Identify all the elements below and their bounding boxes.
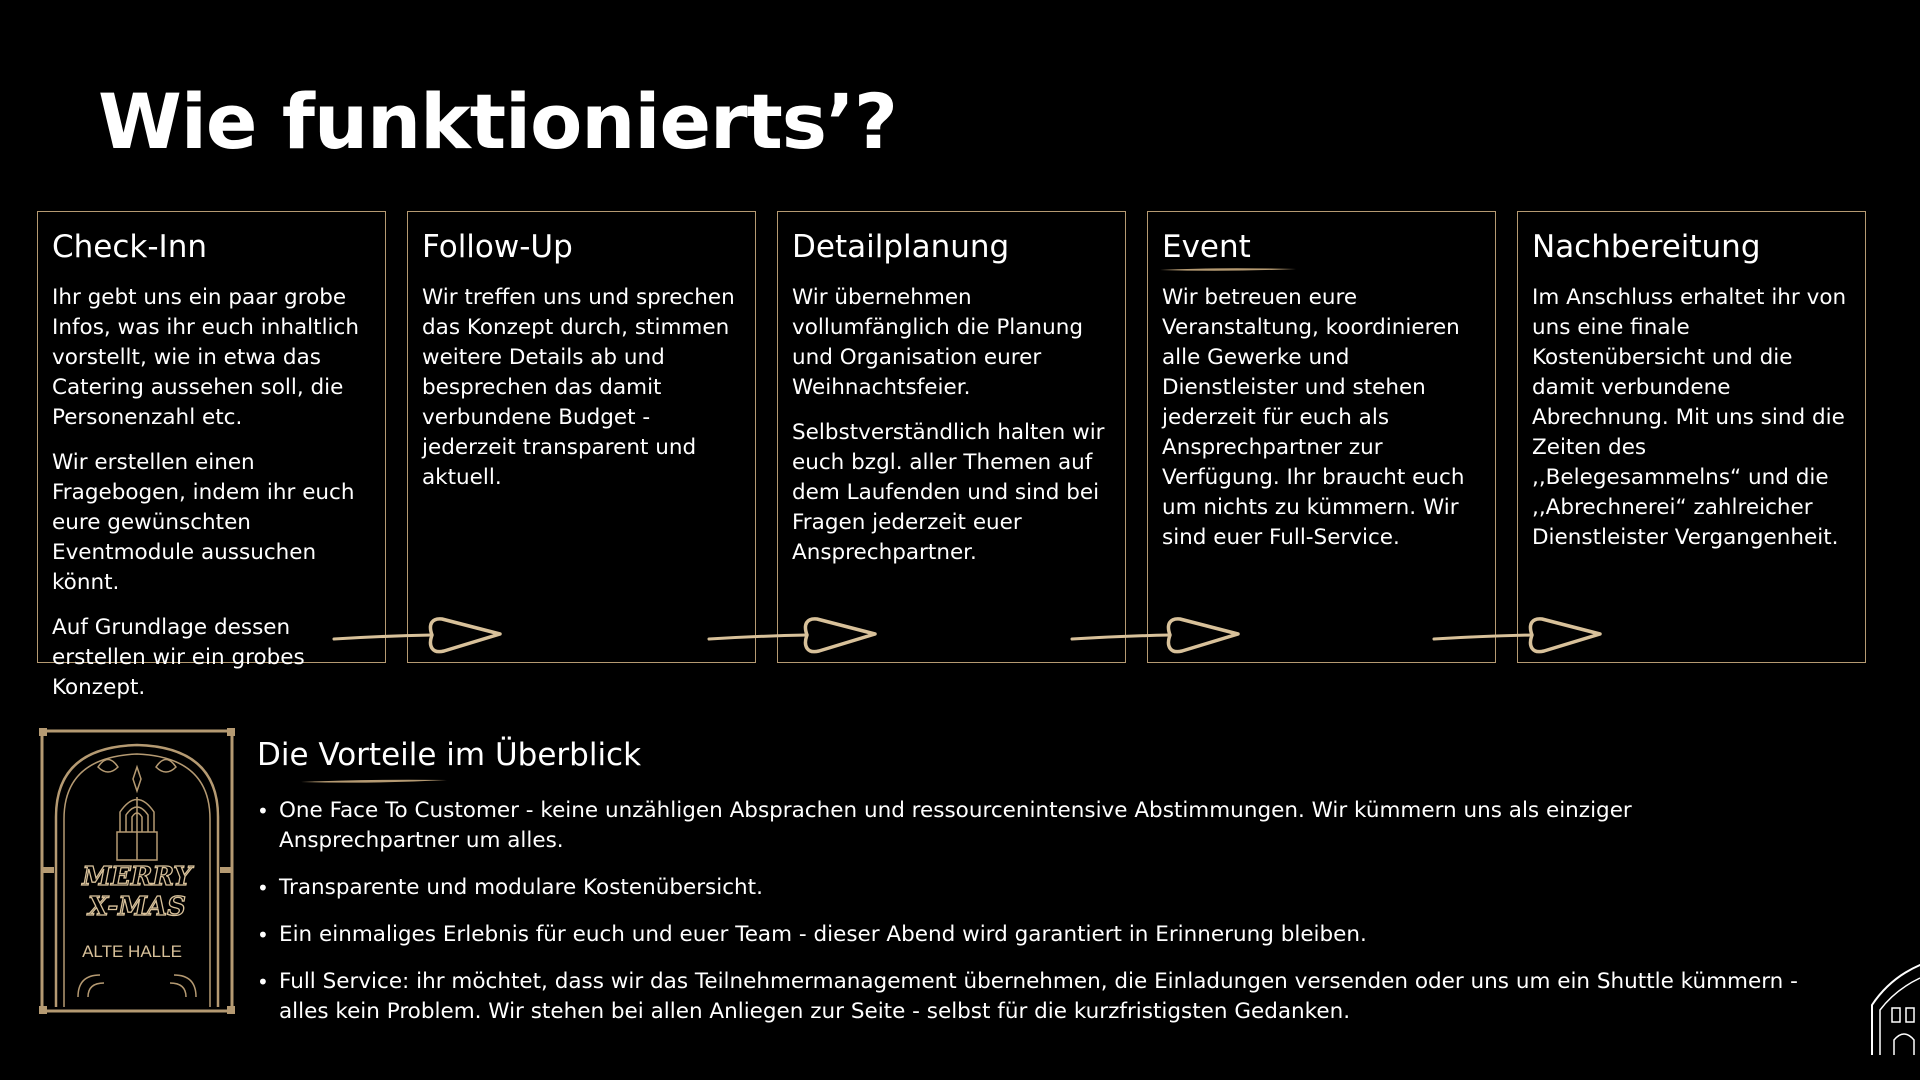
arrow-right-icon <box>707 614 877 656</box>
step-text: Wir übernehmen vollumfänglich die Planung und Organisation eurer Weihnachtsfeier. <box>792 284 1083 400</box>
building-icon <box>1870 960 1920 1060</box>
advantages-heading <box>257 735 641 775</box>
poster-merry: MERRY <box>82 862 192 892</box>
brush-underline-icon <box>1158 265 1298 273</box>
arrow-right-icon <box>332 614 502 656</box>
step-card-follow-up <box>407 211 756 663</box>
step-text: Ihr gebt uns ein paar grobe Infos, was ihr euch inhaltlich vorstellt, wie in etwa das Catering aussehen soll, die Personenzahl etc. <box>52 284 359 430</box>
list-item: • Full Service: ihr möchtet, dass wir das Teilnehmermanagement übernehmen, die Einladungen versenden oder uns um ein Shuttle kümmern - alles kein Problem. Wir stehen bei allen Anliegen zur Seite - selbst für die kurzfristigsten Gedanken. <box>257 967 1819 1027</box>
step-text: Wir betreuen eure Veranstaltung, koordinieren alle Gewerke und Dienstleister und stehen jederzeit für euch als Ansprechpartner zur Verfügung. Ihr braucht euch um nichts zu kümmern. Wir sind euer Full-Service. <box>1162 284 1465 550</box>
step-card-check-inn <box>37 211 386 700</box>
step-heading: Detailplanung <box>792 229 1010 265</box>
step-heading: Check-Inn <box>52 229 207 265</box>
arrow-right-icon <box>1432 614 1602 656</box>
step-heading-text: Event <box>1162 229 1251 265</box>
list-item: • Transparente und modulare Kostenübersicht. <box>257 873 1817 903</box>
merry-xmas-poster <box>38 727 236 1015</box>
step-card-detailplanung <box>777 211 1126 663</box>
step-text: Auf Grundlage dessen erstellen wir ein grobes Konzept. <box>52 614 305 700</box>
brush-underline-icon <box>299 777 449 785</box>
list-item: • One Face To Customer - keine unzähligen Absprachen und ressourcenintensive Abstimmungen. Wir kümmern uns als einziger Ansprechpartner um alles. <box>257 796 1817 856</box>
step-card-event <box>1147 211 1496 663</box>
step-text: Wir erstellen einen Fragebogen, indem ihr euch eure gewünschten Eventmodule aussuchen könnt. <box>52 449 355 595</box>
step-text: Selbstverständlich halten wir euch bzgl. aller Themen auf dem Laufenden und sind bei Fragen jederzeit euer Ansprechpartner. <box>792 419 1105 565</box>
advantages-heading-text: Die Vorteile im Überblick <box>257 737 642 773</box>
advantages-list <box>257 796 1817 1044</box>
list-item: • Ein einmaliges Erlebnis für euch und euer Team - dieser Abend wird garantiert in Erinnerung bleiben. <box>257 920 1817 950</box>
step-text: Im Anschluss erhaltet ihr von uns eine finale Kostenübersicht und die damit verbundene Abrechnung. Mit uns sind die Zeiten des ,,Belegesammelns“ und die ,,Abrechnerei“ zahlreicher Dienstleister Vergangenheit. <box>1532 284 1847 550</box>
poster-xmas: X-MAS <box>88 892 186 922</box>
step-heading <box>1162 228 1251 267</box>
poster-brand: ALTE HALLE <box>82 942 182 961</box>
arrow-right-icon <box>1070 614 1240 656</box>
step-heading: Nachbereitung <box>1532 229 1761 265</box>
step-heading: Follow-Up <box>422 229 573 265</box>
step-text: Wir treffen uns und sprechen das Konzept durch, stimmen weitere Details ab und besprechen das damit verbundene Budget - jederzeit transparent und aktuell. <box>422 284 735 490</box>
step-card-nachbereitung <box>1517 211 1866 663</box>
page-title: Wie funktionierts’? <box>98 77 898 166</box>
